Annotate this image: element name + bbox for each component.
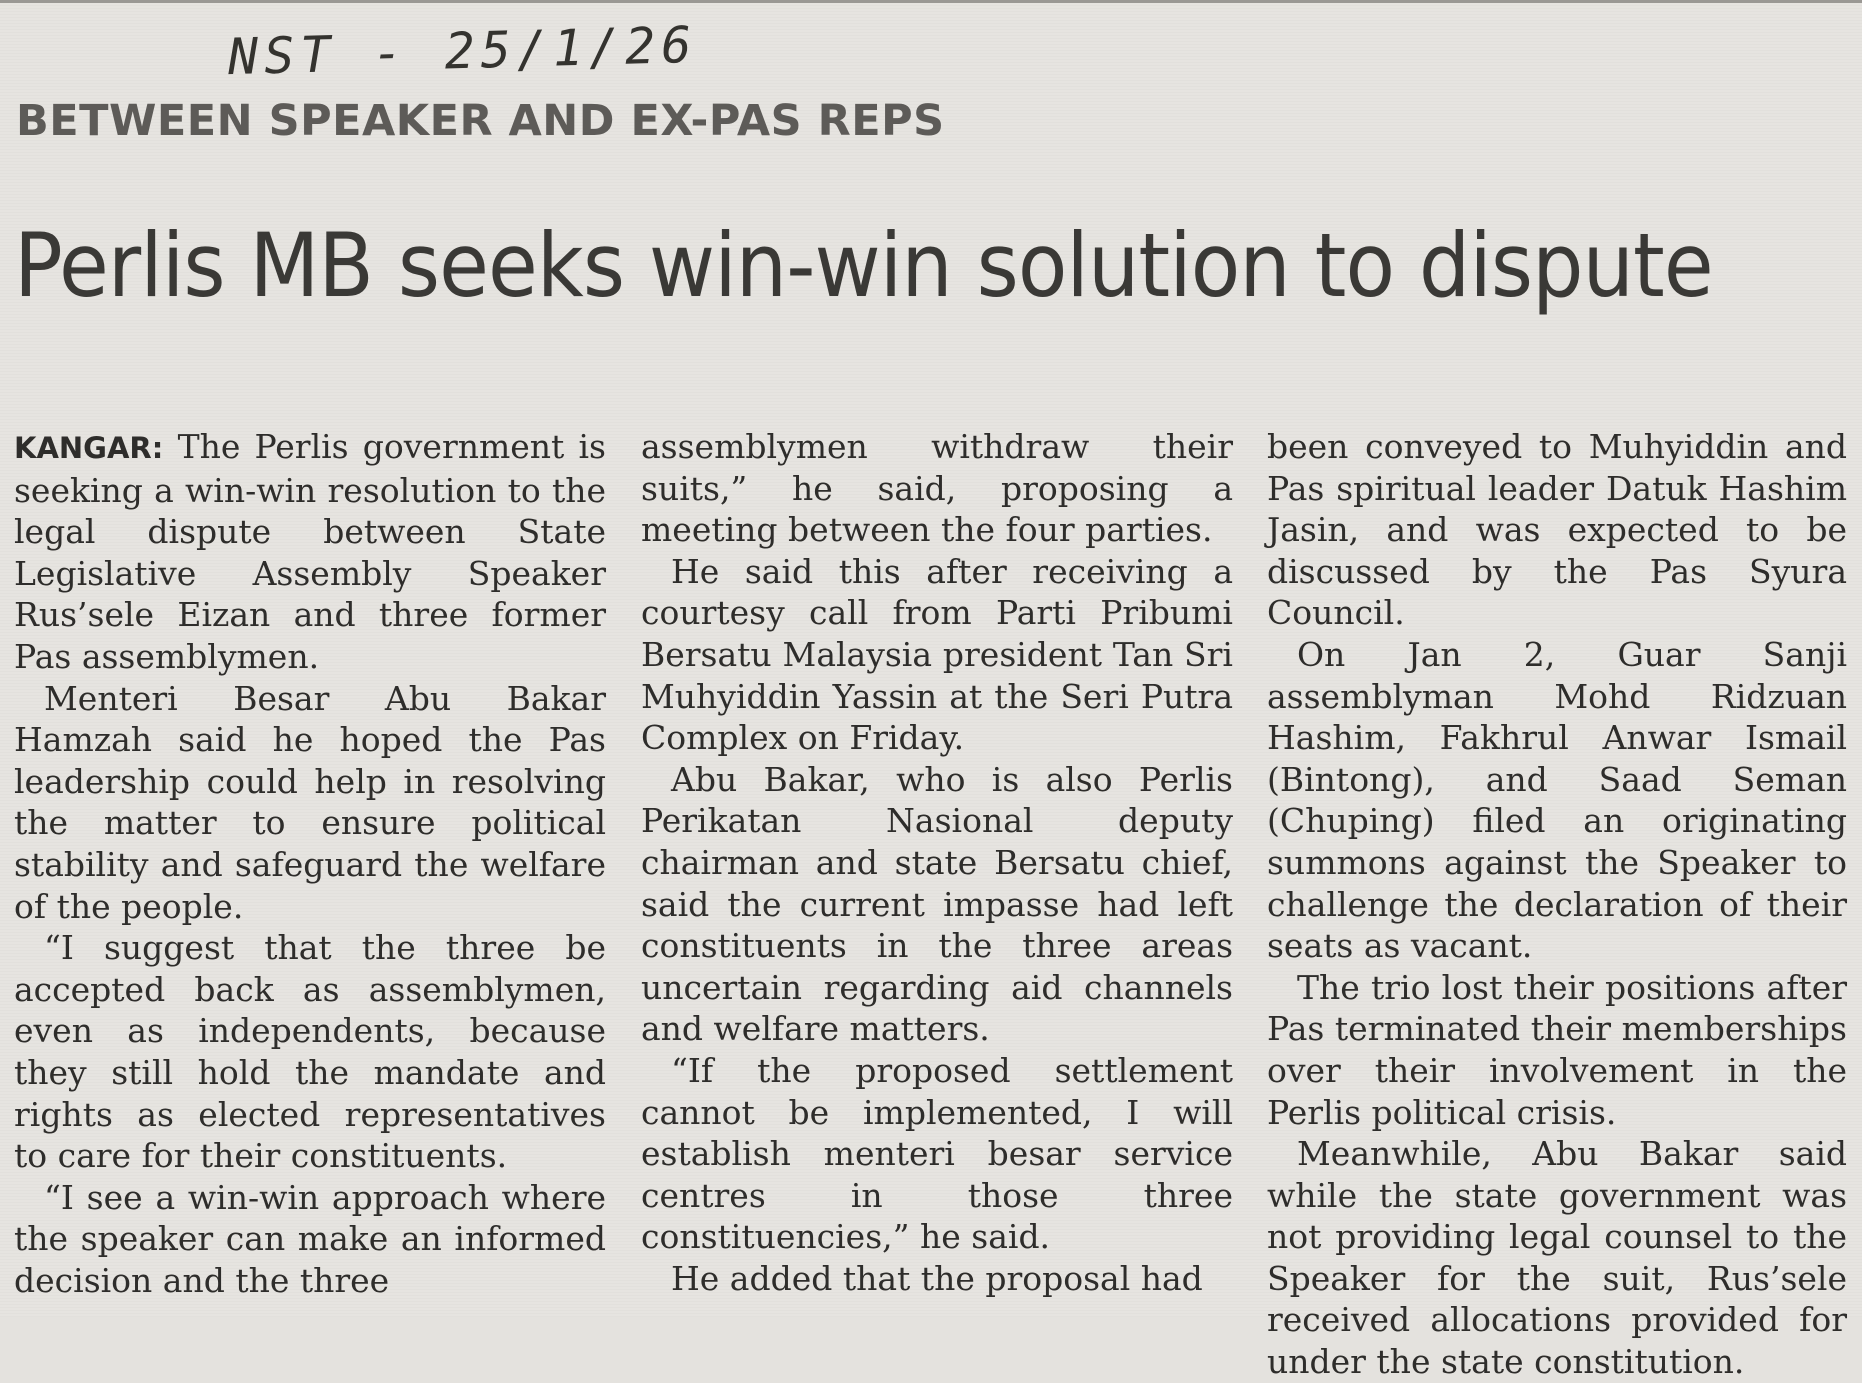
paragraph: Meanwhile, Abu Bakar said while the state government was not providing legal counsel to the Speaker for the suit, Rus’sele received allocations provided for under the state constitution. (1267, 1134, 1847, 1382)
paragraph-text: The Perlis government is seeking a win-win resolution to the legal dispute between State Legislative Assembly Speaker Rus’sele Eizan and three former Pas assemblymen. (14, 427, 606, 676)
top-rule (0, 0, 1862, 3)
paragraph: “I suggest that the three be accepted back as assemblymen, even as independents, because they still hold the mandate and rights as elected representatives to care for their constituents. (14, 928, 606, 1176)
paragraph (14, 426, 606, 678)
paragraph: The trio lost their positions after Pas terminated their memberships over their involvement in the Perlis political crisis. (1267, 967, 1847, 1132)
paragraph: been conveyed to Muhyiddin and Pas spiritual leader Datuk Hashim Jasin, and was expected to be discussed by the Pas Syura Council. (1267, 427, 1847, 633)
paragraph: Menteri Besar Abu Bakar Hamzah said he hoped the Pas leadership could help in resolving the matter to ensure political stability and safeguard the welfare of the people. (14, 678, 606, 926)
article-column-3 (1267, 426, 1847, 1383)
paragraph: assemblymen withdraw their suits,” he said, proposing a meeting between the four parties. (641, 427, 1233, 550)
paragraph: He added that the proposal had (671, 1258, 1203, 1298)
paragraph: Abu Bakar, who is also Perlis Perikatan Nasional deputy chairman and state Bersatu chief, said the current impasse had left constituents in the three areas uncertain regarding aid channels and welfare matters. (641, 759, 1233, 1049)
paragraph: “I see a win-win approach where the speaker can make an informed decision and the three (14, 1177, 606, 1300)
paragraph: “If the proposed settlement cannot be implemented, I will establish menteri besar service centres in those three constituencies,” he said. (641, 1050, 1233, 1257)
headline: Perlis MB seeks win-win solution to dispute (14, 214, 1713, 317)
handwritten-note: NST - 25/1/26 (227, 15, 699, 87)
article-column-1 (14, 426, 606, 1301)
article-column-2 (641, 426, 1233, 1299)
dateline: KANGAR: (14, 431, 164, 465)
kicker: BETWEEN SPEAKER AND EX-PAS REPS (16, 96, 945, 146)
paragraph: On Jan 2, Guar Sanji assemblyman Mohd Ridzuan Hashim, Fakhrul Anwar Ismail (Bintong), and Saad Seman (Chuping) filed an originating summons against the Speaker to challenge the declaration of their seats as vacant. (1267, 634, 1847, 966)
paragraph: He said this after receiving a courtesy call from Parti Pribumi Bersatu Malaysia president Tan Sri Muhyiddin Yassin at the Seri Putra Complex on Friday. (641, 551, 1233, 758)
